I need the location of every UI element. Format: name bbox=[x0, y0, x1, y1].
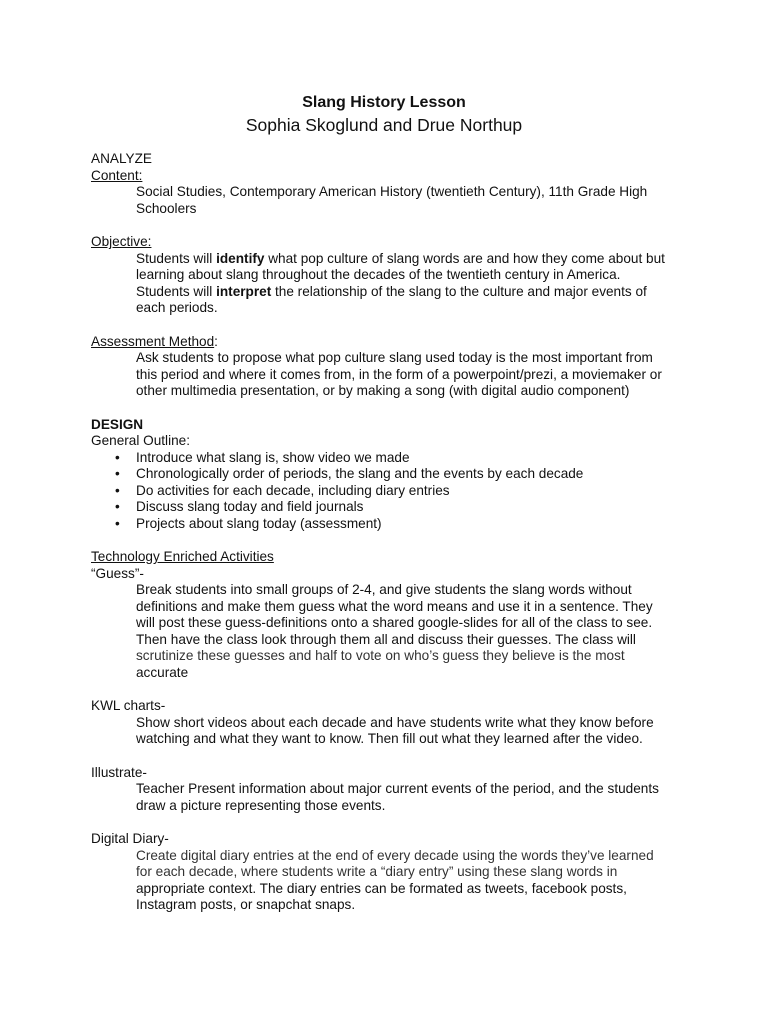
diary-line-1: Create digital diary entries at the end of every decade using the words they’ve learned bbox=[136, 847, 654, 863]
general-outline-label: General Outline: bbox=[91, 433, 190, 448]
outline-item-text: Projects about slang today (assessment) bbox=[136, 515, 382, 531]
objective-line-1-pre: Students will bbox=[136, 250, 217, 266]
bullet-icon: • bbox=[115, 482, 120, 498]
content-text-line-2: Schoolers bbox=[136, 200, 197, 216]
document-authors: Sophia Skoglund and Drue Northup bbox=[245, 115, 523, 135]
list-item bbox=[91, 516, 691, 533]
guess-line-5: scrutinize these guesses and half to vote on who’s guess they believe is the most bbox=[136, 648, 625, 663]
objective-line-3-pre: Students will bbox=[136, 283, 217, 299]
content-label: Content: bbox=[91, 167, 143, 183]
kwl-line-2: watching and what they want to know. Then fill out what they learned after the video. bbox=[136, 731, 643, 746]
kwl-line-1: Show short videos about each decade and have students write what they know before bbox=[136, 714, 654, 730]
illustrate-label: Illustrate- bbox=[91, 764, 147, 780]
guess-line-2: definitions and make them guess what the word means and use it in a sentence. They bbox=[136, 598, 653, 614]
objective-label: Objective: bbox=[91, 234, 152, 249]
objective-line-1-post: what pop culture of slang words are and how they come about but bbox=[264, 250, 665, 266]
assessment-line-3: other multimedia presentation, or by making a song (with digital audio component) bbox=[136, 383, 630, 398]
diary-line-4: Instagram posts, or snapchat snaps. bbox=[136, 897, 356, 912]
outline-item-text: Chronologically order of periods, the slang and the events by each decade bbox=[136, 466, 584, 481]
content-text-line-1: Social Studies, Contemporary American History (twentieth Century), 11th Grade High bbox=[136, 184, 648, 199]
assessment-line-1: Ask students to propose what pop culture slang used today is the most important from bbox=[136, 350, 653, 365]
list-item bbox=[91, 450, 691, 467]
outline-list bbox=[91, 450, 691, 533]
diary-line-3: appropriate context. The diary entries can be formated as tweets, facebook posts, bbox=[136, 880, 627, 896]
document-body bbox=[91, 151, 691, 914]
design-heading: DESIGN bbox=[91, 416, 144, 432]
digital-diary-label: Digital Diary- bbox=[91, 831, 169, 846]
assessment-label bbox=[91, 334, 691, 351]
bullet-icon: • bbox=[115, 466, 120, 481]
document-title: Slang History Lesson bbox=[302, 94, 466, 111]
bullet-icon: • bbox=[115, 449, 120, 465]
objective-line-3-post: the relationship of the slang to the culture and major events of bbox=[271, 283, 647, 299]
guess-line-4: Then have the class look through them all and discuss their guesses. The class will bbox=[136, 631, 636, 647]
assessment-label-colon: : bbox=[214, 333, 218, 349]
analyze-heading: ANALYZE bbox=[91, 151, 152, 166]
illustrate-line-2: draw a picture representing those events. bbox=[136, 797, 386, 813]
objective-line-1 bbox=[91, 251, 691, 268]
guess-line-3: will post these guess-definitions onto a shared google-slides for all of the class to see. bbox=[136, 615, 653, 630]
bullet-icon: • bbox=[115, 515, 120, 531]
objective-keyword-identify: identify bbox=[216, 250, 265, 266]
diary-line-2: for each decade, where students write a “diary entry” using these slang words in bbox=[136, 864, 618, 879]
objective-line-3 bbox=[91, 284, 691, 301]
guess-line-6: accurate bbox=[136, 664, 189, 680]
outline-item-text: Do activities for each decade, including diary entries bbox=[136, 482, 450, 498]
assessment-line-2: this period and where it comes from, in the form of a powerpoint/prezi, a moviemaker or bbox=[136, 366, 662, 382]
bullet-icon: • bbox=[115, 499, 120, 514]
guess-line-1: Break students into small groups of 2-4, and give students the slang words without bbox=[136, 582, 632, 597]
illustrate-line-1: Teacher Present information about major current events of the period, and the students bbox=[136, 781, 659, 796]
objective-line-2: learning about slang throughout the decades of the twentieth century in America. bbox=[136, 267, 621, 282]
outline-item-text: Introduce what slang is, show video we made bbox=[136, 449, 410, 465]
objective-keyword-interpret: interpret bbox=[216, 283, 272, 299]
assessment-label-text: Assessment Method bbox=[91, 333, 215, 349]
kwl-label: KWL charts- bbox=[91, 698, 166, 713]
activities-heading: Technology Enriched Activities bbox=[91, 549, 274, 564]
list-item bbox=[91, 466, 691, 483]
list-item bbox=[91, 499, 691, 516]
list-item bbox=[91, 483, 691, 500]
guess-label: “Guess”- bbox=[91, 565, 144, 581]
outline-item-text: Discuss slang today and field journals bbox=[136, 499, 364, 514]
objective-line-4: each periods. bbox=[136, 300, 218, 315]
